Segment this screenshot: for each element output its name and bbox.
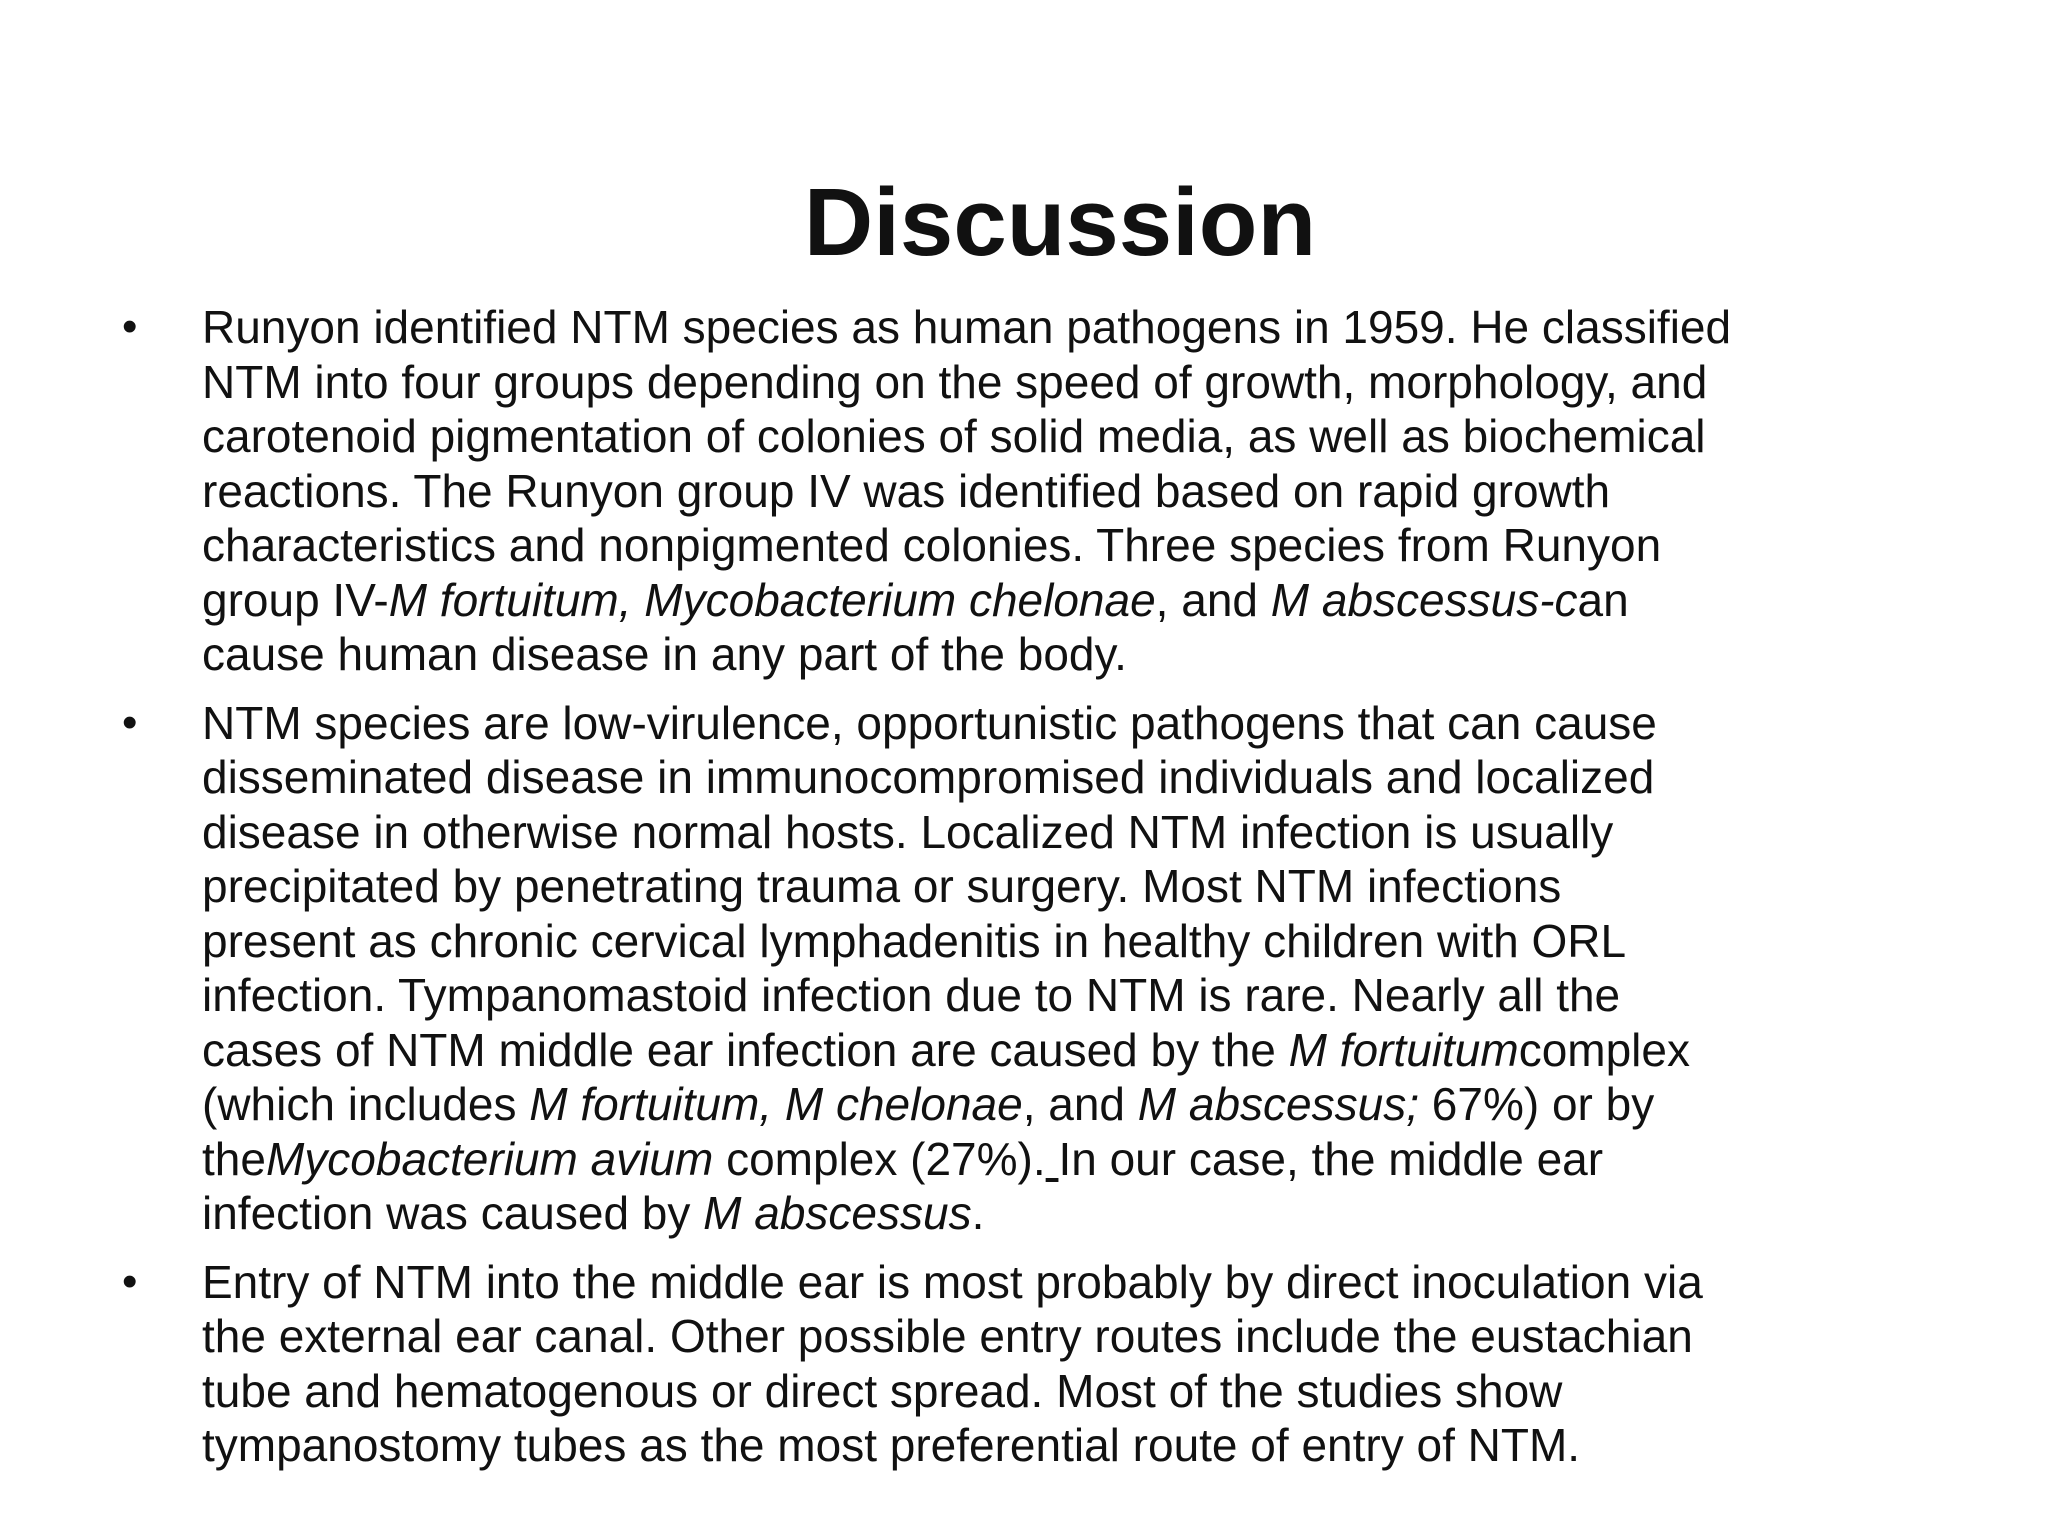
bullet-text [202,300,1978,682]
text-segment: tympanostomy tubes as the most preferential route of entry of NTM. [202,1419,1581,1471]
bullet-line [202,914,1978,969]
italic-text-segment: M abscessus [703,1187,972,1239]
italic-text-segment: Mycobacterium avium [265,1132,714,1185]
bullet-line [202,464,1978,519]
text-segment: NTM into four groups depending on the speed of growth, morphology, and [202,355,1708,408]
italic-text-segment: M abscessus; [1137,1078,1419,1130]
text-segment: precipitated by penetrating trauma or surgery. Most NTM infections [202,860,1562,912]
italic-text-segment: M abscessus-c [1270,573,1578,626]
text-segment: disseminated disease in immunocompromised individuals and localized [202,751,1655,803]
text-segment: present as chronic cervical lymphadenitis in healthy children with ORL [202,914,1627,967]
bullet-text [202,1255,1978,1473]
text-segment: Runyon identified NTM species as human pathogens in 1959. He classified [202,301,1732,353]
italic-text-segment: M fortuitum [1288,1023,1519,1076]
text-segment: NTM species are low-virulence, opportunistic pathogens that can cause [202,696,1657,749]
bullet-item [118,300,1978,682]
bullet-text [202,696,1978,1241]
italic-text-segment: M fortuitum, M chelonae [529,1078,1023,1130]
text-segment: Entry of NTM into the middle ear is most probably by direct inoculation via [202,1255,1703,1308]
text-segment: (which includes [202,1078,530,1130]
bullet-line [202,1132,1978,1187]
text-segment [1046,1133,1059,1185]
text-segment: In our case, the middle ear [1058,1132,1604,1185]
text-segment: the external ear canal. Other possible entry routes include the eustachian [202,1310,1693,1362]
bullet-line [202,1364,1978,1419]
bullet-line [202,409,1978,464]
bullet-line [202,696,1978,751]
slide-title: Discussion [803,169,1317,276]
bullet-line [202,300,1978,355]
bullet-item [118,696,1978,1241]
text-segment: cause human disease in any part of the body. [202,628,1127,680]
bullet-line [202,1077,1978,1132]
bullet-line [202,627,1978,682]
text-segment: disease in otherwise normal hosts. Localized NTM infection is usually [202,805,1614,858]
bullet-line [202,355,1978,410]
text-segment: infection. Tympanomastoid infection due to NTM is rare. Nearly all the [202,969,1621,1021]
bullet-line [202,750,1978,805]
bullet-marker: • [122,697,138,747]
bullet-line [202,1255,1978,1310]
bullet-line [202,1023,1978,1078]
bullet-marker: • [122,302,138,351]
text-segment: complex (27%). [713,1132,1046,1185]
text-segment: 67%) or by [1419,1078,1655,1130]
bullet-line [202,1418,1978,1473]
text-segment: an [1577,573,1629,626]
text-segment: group IV- [202,573,389,626]
text-segment: . [971,1187,985,1239]
bullet-list [118,300,1978,1487]
text-segment: carotenoid pigmentation of colonies of solid media, as well as biochemical [202,410,1706,462]
bullet-item [118,1255,1978,1473]
bullet-line [202,1186,1978,1241]
italic-text-segment: M fortuitum, Mycobacterium chelonae [388,573,1156,626]
text-segment: tube and hematogenous or direct spread. Most of the studies show [202,1364,1563,1417]
bullet-line [202,573,1978,628]
bullet-line [202,859,1978,914]
text-segment: reactions. The Runyon group IV was identified based on rapid growth [202,464,1611,517]
bullet-line [202,805,1978,860]
text-segment: , and [1022,1078,1138,1130]
text-segment: , and [1155,573,1271,626]
text-segment: cases of NTM middle ear infection are caused by the [202,1023,1289,1076]
bullet-line [202,1309,1978,1364]
text-segment: complex [1518,1023,1690,1076]
text-segment: the [202,1132,266,1185]
text-segment: infection was caused by [202,1187,704,1239]
bullet-marker: • [122,1256,138,1306]
bullet-line [202,968,1978,1023]
text-segment: characteristics and nonpigmented colonies. Three species from Runyon [202,519,1662,571]
bullet-line [202,518,1978,573]
